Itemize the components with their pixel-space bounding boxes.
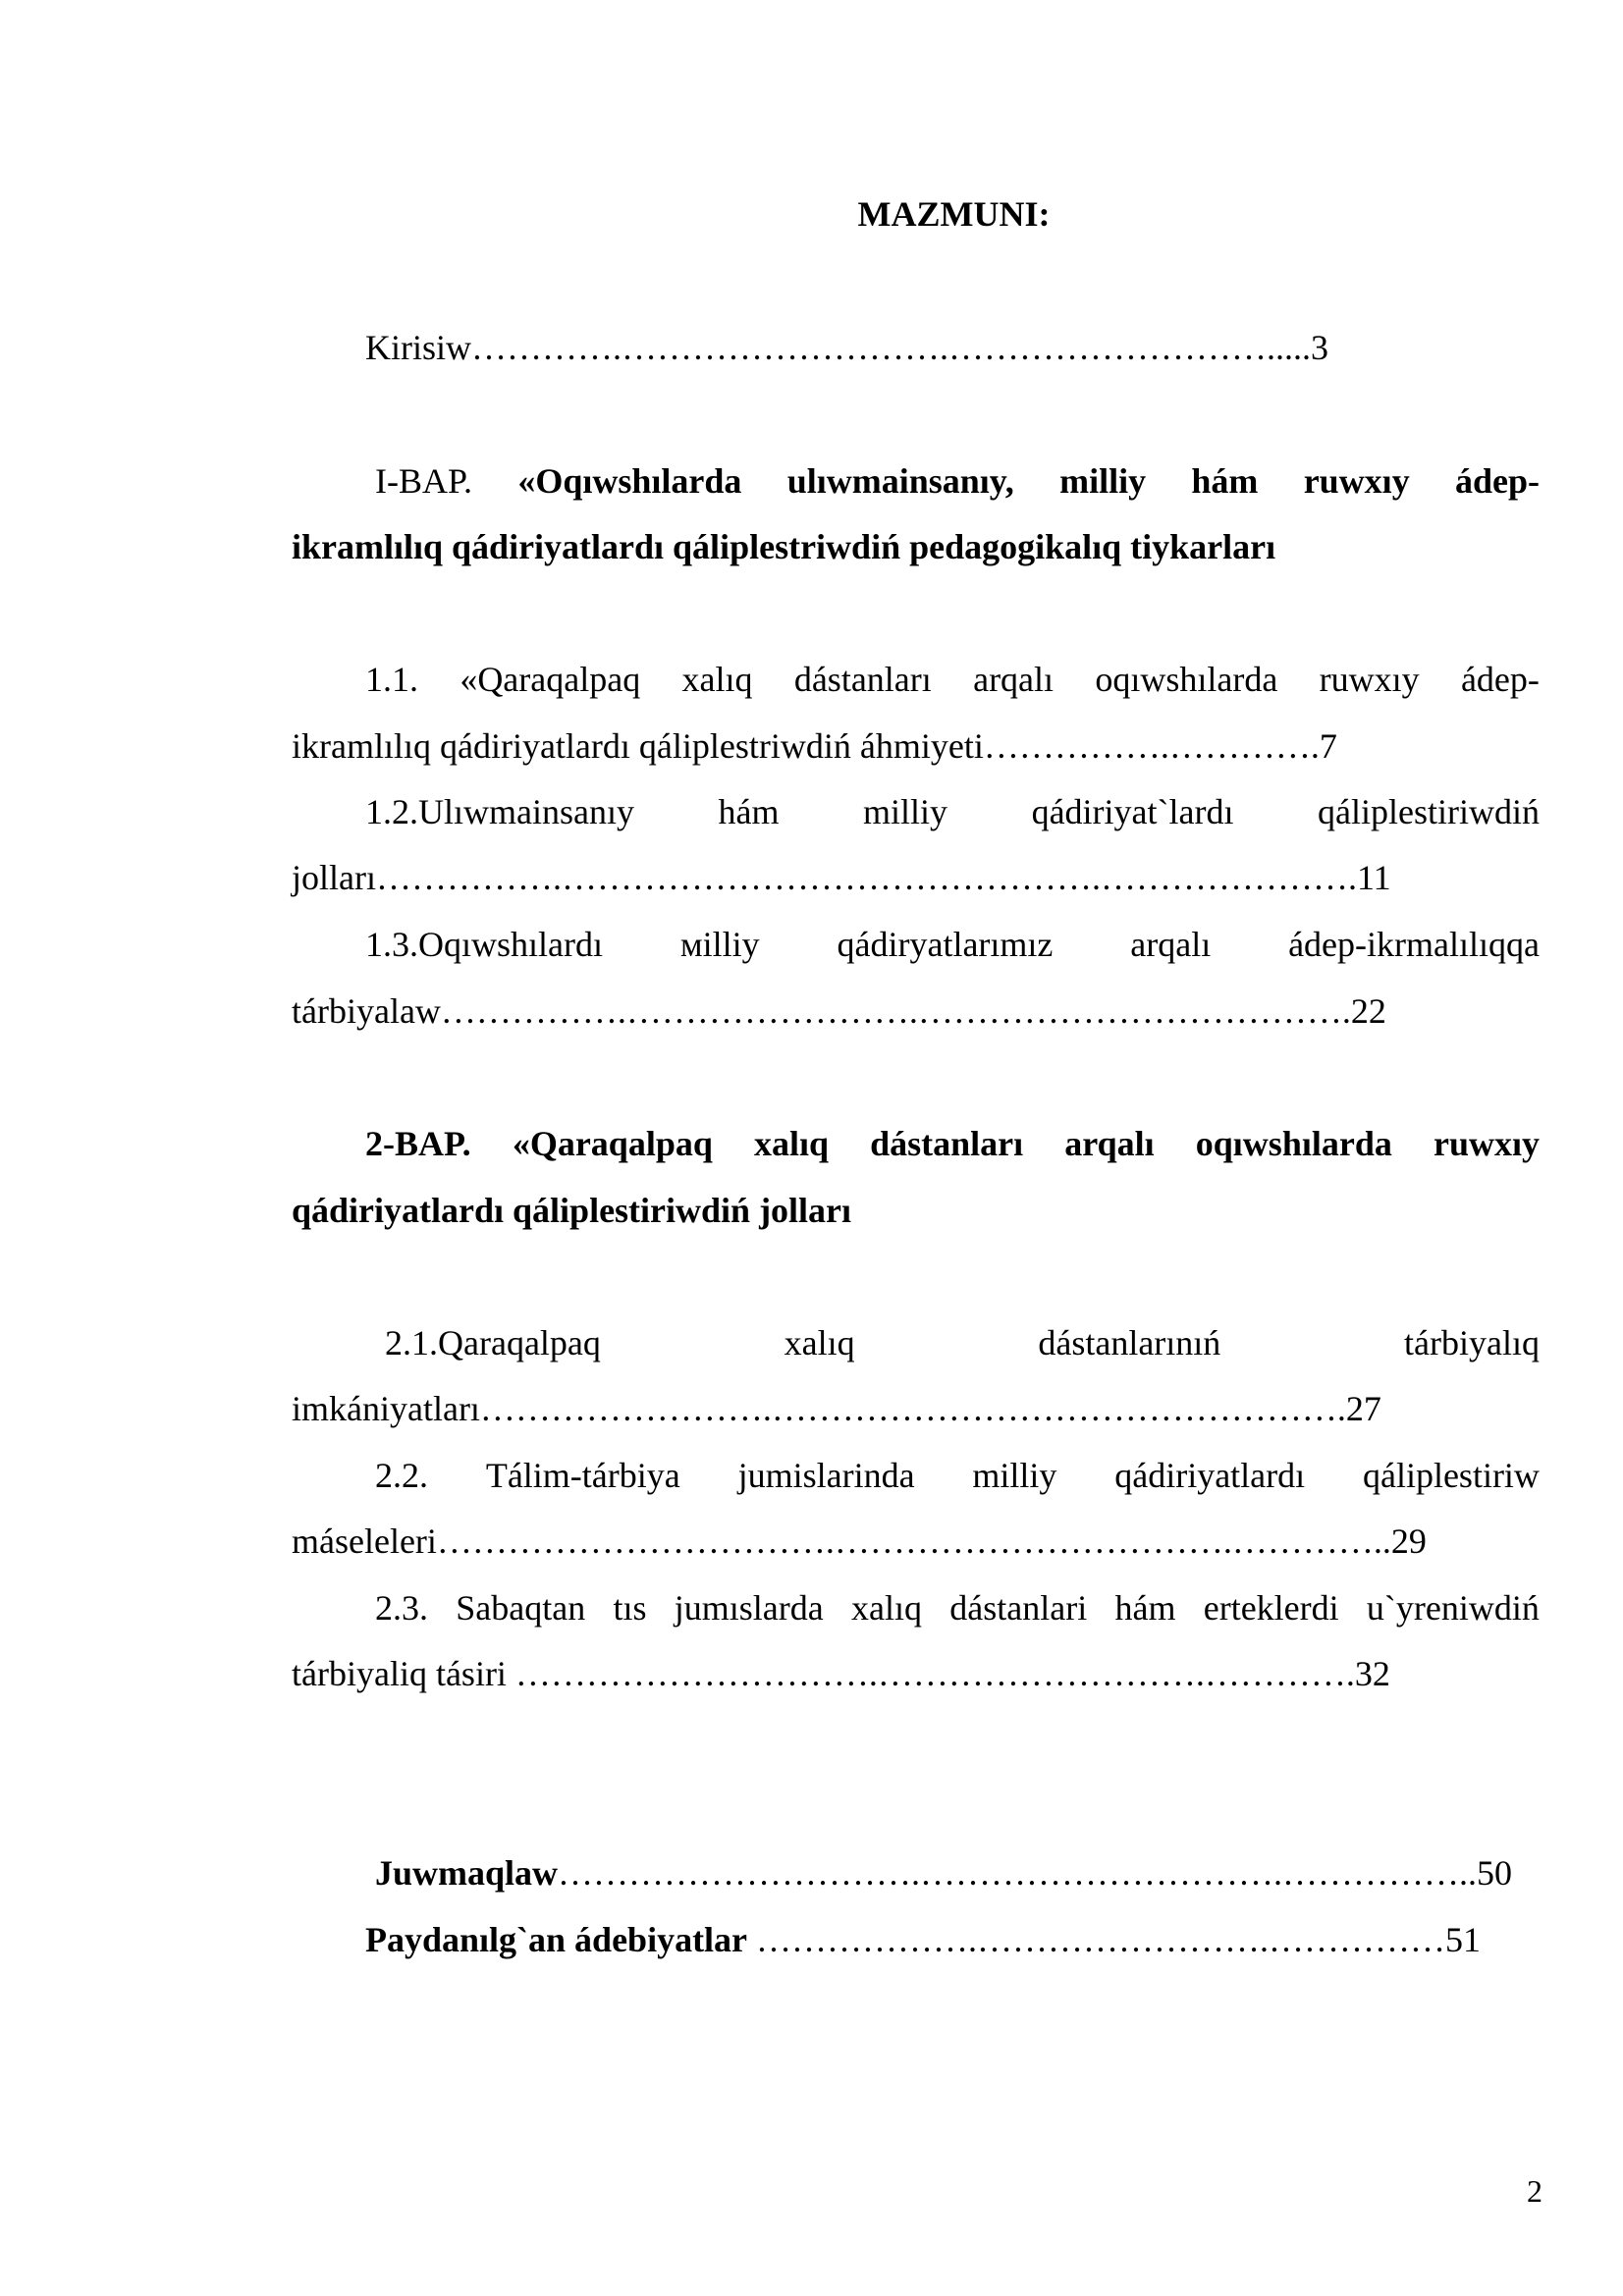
chapter2-heading-line1 — [365, 1116, 1540, 1171]
toc-word: ádep- — [1460, 660, 1540, 699]
chapter1-prefix: I-BAP. — [375, 461, 473, 501]
chapter1-heading-line2: ikramlılıq qádiriyatlardı qáliplestriwdiń pedagogikalıq tiykarları — [292, 527, 1276, 566]
toc-1-3-line2: tárbiyalaw…………….…………………….……………………………….22 — [292, 991, 1386, 1031]
toc-word: 1.2.Ulıwmainsanıy — [365, 792, 634, 831]
chapter2-word: xalıq — [753, 1124, 830, 1163]
toc-2-3-line2: tárbiyaliq tásiri ………………………….……………………….………….32 — [292, 1654, 1390, 1693]
toc-2-2-line2: máseleleri…………………………….…………………………….…………..29 — [292, 1522, 1427, 1561]
toc-conclusion — [375, 1845, 1512, 1900]
toc-word: «Qaraqalpaq — [460, 660, 641, 699]
toc-word: dástanlarınıń — [1038, 1323, 1221, 1362]
toc-word: hám — [1114, 1588, 1176, 1628]
toc-word: erteklerdi — [1203, 1588, 1339, 1628]
toc-1-1-line1 — [365, 652, 1540, 707]
toc-word: Sabaqtan — [456, 1588, 586, 1628]
toc-word: milliy — [863, 792, 948, 831]
chapter2-word: oqıwshılarda — [1195, 1124, 1392, 1163]
toc-word: xalıq — [784, 1323, 855, 1362]
toc-word: ádep-ikrmalılıqqa — [1288, 925, 1540, 964]
references-label: Paydanılg`an ádebiyatlar — [365, 1920, 748, 1959]
chapter1-word: ulıwmainsanıy, — [786, 461, 1014, 501]
toc-word: xalıq — [681, 660, 753, 699]
toc-word: dástanlari — [949, 1588, 1088, 1628]
chapter1-word: milliy — [1059, 461, 1147, 501]
toc-word: qádiriyat`lardı — [1031, 792, 1234, 831]
chapter1-heading-line1 — [375, 454, 1540, 508]
chapter2-word: «Qaraqalpaq — [512, 1124, 713, 1163]
chapter1-word: ádep- — [1454, 461, 1540, 501]
toc-word: Tálim-tárbiya — [485, 1456, 680, 1495]
toc-word: dástanları — [793, 660, 932, 699]
toc-word: arqalı — [973, 660, 1055, 699]
chapter2-word: dástanları — [870, 1124, 1024, 1163]
toc-word: hám — [718, 792, 780, 831]
toc-word: xalıq — [851, 1588, 922, 1628]
toc-word: ruwxıy — [1319, 660, 1420, 699]
toc-word: jumıslarda — [674, 1588, 824, 1628]
toc-word: qáliplestiriw — [1362, 1456, 1540, 1495]
toc-word: мilliy — [679, 925, 760, 964]
toc-word: 1.1. — [365, 660, 418, 699]
toc-word: tıs — [613, 1588, 647, 1628]
chapter1-word: ruwxıy — [1303, 461, 1410, 501]
chapter2-heading-line2: qádiriyatlardı qáliplestiriwdiń jolları — [292, 1191, 852, 1230]
page-number: 2 — [1527, 2173, 1542, 2209]
toc-word: oqıwshılarda — [1095, 660, 1278, 699]
toc-word: arqalı — [1130, 925, 1212, 964]
toc-2-1-line2: imkániyatları…………………….………………………………………….27 — [292, 1389, 1381, 1428]
chapter2-word: 2-BAP. — [365, 1124, 471, 1163]
toc-word: jumislarinda — [737, 1456, 915, 1495]
toc-word: milliy — [972, 1456, 1057, 1495]
toc-word: qádiryatlarımız — [837, 925, 1054, 964]
toc-1-1-line2: ikramlılıq qádiriyatlardı qáliplestriwdiń áhmiyeti…………….………….7 — [292, 726, 1337, 766]
toc-word: qádiriyatlardı — [1114, 1456, 1306, 1495]
toc-1-2-line2: jolları…………….……………………………………….………………….11 — [292, 858, 1391, 897]
toc-2-2-line1 — [375, 1448, 1540, 1503]
toc-word: 2.3. — [375, 1588, 428, 1628]
toc-1-2-line1 — [365, 784, 1540, 839]
chapter1-word: hám — [1191, 461, 1259, 501]
conclusion-label: Juwmaqlaw — [375, 1853, 559, 1893]
toc-word: qáliplestiriwdiń — [1318, 792, 1540, 831]
toc-references — [365, 1912, 1481, 1967]
toc-1-3-line1 — [365, 917, 1540, 972]
toc-word: tárbiyalıq — [1404, 1323, 1540, 1362]
conclusion-leader: ………………………….………………………….……………..50 — [558, 1853, 1513, 1893]
toc-2-3-line1 — [375, 1580, 1540, 1635]
toc-2-1-line1 — [385, 1315, 1540, 1370]
chapter2-word: arqalı — [1064, 1124, 1155, 1163]
toc-intro: Kirisiw………….……………………….……………………….....3 — [365, 328, 1328, 367]
toc-word: 2.1.Qaraqalpaq — [385, 1323, 601, 1362]
toc-word: u`yreniwdiń — [1366, 1588, 1540, 1628]
page-title: MAZMUNI: — [857, 194, 1051, 234]
toc-word: 1.3.Oqıwshılardı — [365, 925, 603, 964]
references-leader: ……………….…………………….……………51 — [747, 1920, 1482, 1959]
toc-word: 2.2. — [375, 1456, 428, 1495]
chapter1-word: «Oqıwshılarda — [517, 461, 742, 501]
chapter2-word: ruwxıy — [1433, 1124, 1540, 1163]
